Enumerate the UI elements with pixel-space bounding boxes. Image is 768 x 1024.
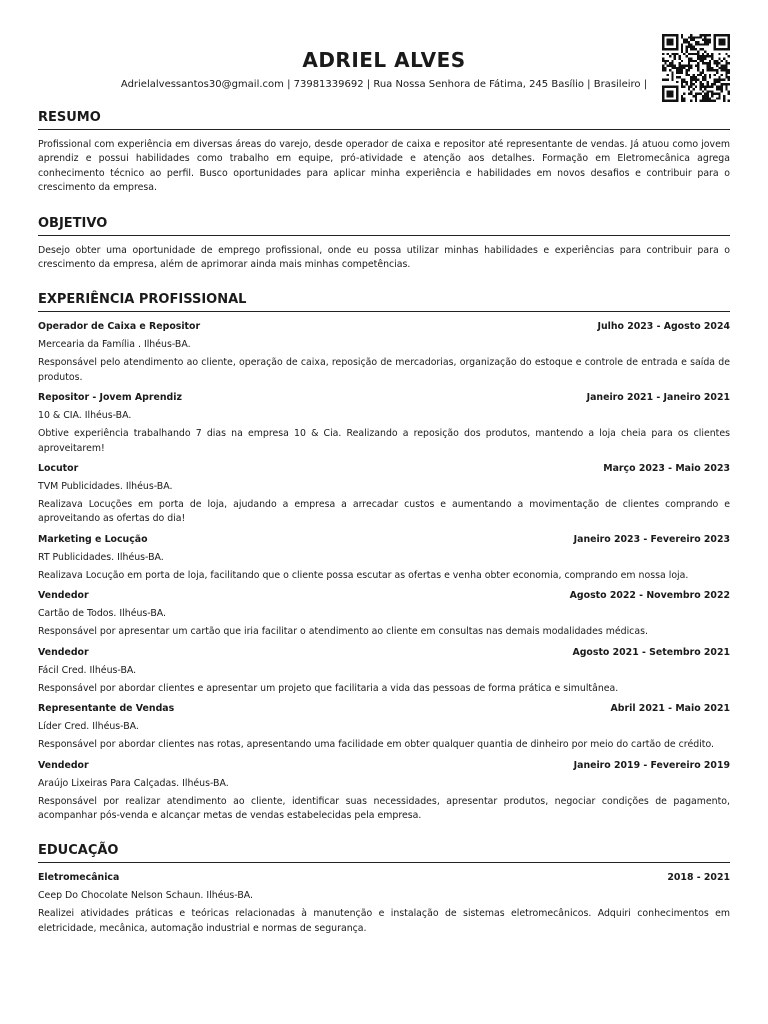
job-entry: [38, 759, 730, 824]
job-dates: Agosto 2021 - Setembro 2021: [572, 646, 730, 658]
education-dates: 2018 - 2021: [667, 872, 730, 884]
job-role: Repositor - Jovem Aprendiz: [38, 392, 182, 404]
job-description: Responsável por abordar clientes nas rotas, apresentando uma facilidade em obter qualquer quantia de dinheiro por meio do cartão de crédito.: [38, 739, 714, 751]
job-dates: Agosto 2022 - Novembro 2022: [569, 590, 730, 602]
job-entry: [38, 462, 730, 527]
section-title-educacao: EDUCAÇÃO: [38, 843, 730, 863]
candidate-name: ADRIEL ALVES: [302, 48, 466, 72]
job-dates: Janeiro 2021 - Janeiro 2021: [586, 392, 730, 404]
job-description: Responsável por apresentar um cartão que iria facilitar o atendimento ao cliente em consultas nas demais modalidades médicas.: [38, 626, 648, 638]
section-educacao: [38, 843, 730, 936]
job-company: TVM Publicidades. Ilhéus-BA.: [38, 481, 173, 493]
section-title-objetivo: OBJETIVO: [38, 216, 730, 236]
job-dates: Março 2023 - Maio 2023: [603, 463, 730, 475]
job-entry: [38, 320, 730, 385]
job-description: Realizava Locução em porta de loja, facilitando que o cliente possa escutar as ofertas e venha obter economia, comprando em nossa loja.: [38, 569, 689, 581]
job-description: Responsável por realizar atendimento ao cliente, identificar suas necessidades, apresentar produtos, negociar condições de pagamento, acompanhar pós-venda e alcançar metas de vendas estabelecidas pela empresa.: [38, 795, 730, 821]
job-role: Vendedor: [38, 590, 89, 602]
job-entry: [38, 702, 730, 752]
job-company: Cartão de Todos. Ilhéus-BA.: [38, 608, 166, 620]
job-description: Responsável pelo atendimento ao cliente, operação de caixa, reposição de mercadorias, organização do estoque e controle de entrada e saída de produtos.: [38, 357, 730, 383]
job-company: Mercearia da Família . Ilhéus-BA.: [38, 339, 191, 351]
job-dates: Abril 2021 - Maio 2021: [610, 703, 730, 715]
job-entry: [38, 533, 730, 583]
job-entry: [38, 391, 730, 456]
education-school: Ceep Do Chocolate Nelson Schaun. Ilhéus-BA.: [38, 890, 254, 902]
resumo-text: Profissional com experiência em diversas áreas do varejo, desde operador de caixa e repositor até representante de vendas. Já atuou como jovem aprendiz e possui habilidades como trabalho em equipe, pró-atividade e atenção aos detalhes. Formação em Eletromecânica agrega conhecimento técnico ao perfil. Busco oportunidades para aplicar minha experiência e habilidades em novos desafios e contribuir para o crescimento da empresa.: [38, 139, 730, 194]
section-objetivo: [38, 216, 730, 273]
job-role: Vendedor: [38, 759, 89, 771]
contact-line: Adrielalvessantos30@gmail.com | 73981339692 | Rua Nossa Senhora de Fátima, 245 Basílio | Brasileiro |: [120, 79, 648, 90]
job-dates: Julho 2023 - Agosto 2024: [597, 321, 730, 333]
job-role: Vendedor: [38, 646, 89, 658]
resume-header: [38, 0, 730, 92]
education-course: Eletromecânica: [38, 872, 120, 884]
objetivo-text: Desejo obter uma oportunidade de emprego profissional, onde eu possa utilizar minhas habilidades e experiências para contribuir para o crescimento da empresa, além de aprimorar ainda mais minhas competências.: [38, 244, 730, 271]
job-company: Fácil Cred. Ilhéus-BA.: [38, 664, 137, 676]
section-resumo: [38, 110, 730, 196]
job-description: Responsável por abordar clientes e apresentar um projeto que facilitaria a vida das pessoas de forma prática e simultânea.: [38, 682, 619, 694]
education-description: Realizei atividades práticas e teóricas relacionadas à manutenção e instalação de sistemas eletromecânicos. Adquiri conhecimentos em eletricidade, mecânica, automação industrial e normas de segurança.: [38, 908, 730, 934]
section-experiencia: [38, 292, 730, 823]
job-entry: [38, 646, 730, 696]
job-dates: Janeiro 2019 - Fevereiro 2019: [573, 759, 730, 771]
job-company: 10 & CIA. Ilhéus-BA.: [38, 410, 132, 422]
education-entry: [38, 871, 730, 936]
job-entry: [38, 589, 730, 639]
job-description: Obtive experiência trabalhando 7 dias na empresa 10 & Cia. Realizando a reposição dos produtos, mantendo a loja cheia para os clientes aproveitarem!: [38, 428, 730, 454]
job-company: Araújo Lixeiras Para Calçadas. Ilhéus-BA.: [38, 777, 229, 789]
job-dates: Janeiro 2023 - Fevereiro 2023: [573, 533, 730, 545]
job-company: Líder Cred. Ilhéus-BA.: [38, 721, 139, 733]
job-description: Realizava Locuções em porta de loja, ajudando a empresa a arrecadar custos e aumentando a movimentação de clientes comprando e aproveitando as ofertas do dia!: [38, 499, 730, 525]
section-title-experiencia: EXPERIÊNCIA PROFISSIONAL: [38, 292, 730, 312]
job-role: Marketing e Locução: [38, 533, 148, 545]
job-role: Representante de Vendas: [38, 703, 175, 715]
qr-code-icon: [662, 34, 730, 102]
job-role: Locutor: [38, 463, 79, 475]
section-title-resumo: RESUMO: [38, 110, 730, 130]
job-company: RT Publicidades. Ilhéus-BA.: [38, 551, 164, 563]
job-role: Operador de Caixa e Repositor: [38, 321, 201, 333]
